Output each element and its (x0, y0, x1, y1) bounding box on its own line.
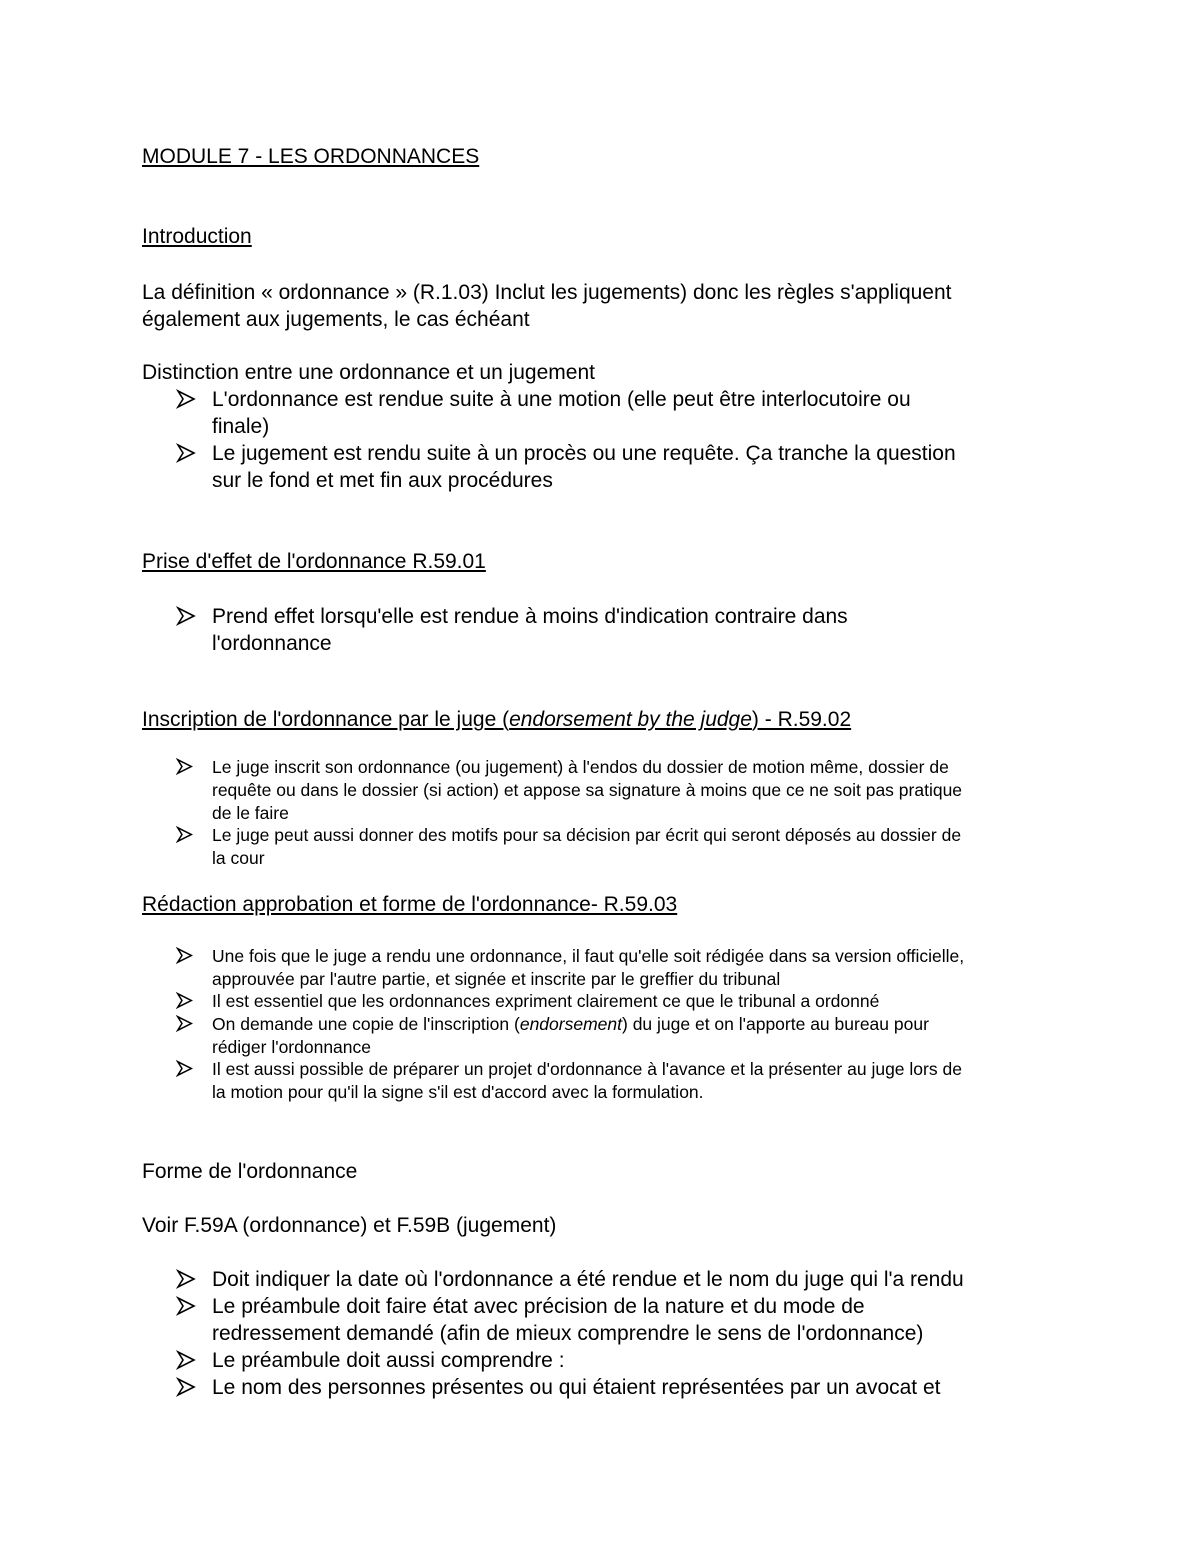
arrow-bullet-icon (176, 1060, 193, 1077)
definition-line-2: également aux jugements, le cas échéant (142, 308, 530, 331)
distinction-label: Distinction entre une ordonnance et un jugement (142, 361, 595, 384)
bullet-text-part: On demande une copie de l'inscription ( (212, 1014, 520, 1034)
arrow-bullet-icon (176, 1296, 196, 1316)
arrow-bullet-icon (176, 443, 196, 463)
bullet-text-emphasis: endorsement (519, 1014, 622, 1034)
bullet-text: la motion pour qu'il la signe s'il est d'accord avec la formulation. (212, 1082, 704, 1102)
bullet-text: L'ordonnance est rendue suite à une motion (elle peut être interlocutoire ou (212, 388, 911, 411)
bullet-text: approuvée par l'autre partie, et signée et inscrite par le greffier du tribunal (212, 969, 781, 989)
bullet-text: Le jugement est rendu suite à un procès ou une requête. Ça tranche la question (212, 442, 956, 465)
page-title: MODULE 7 - LES ORDONNANCES (142, 145, 480, 168)
arrow-bullet-icon (176, 389, 196, 409)
definition-line-1: La définition « ordonnance » (R.1.03) Inclut les jugements) donc les règles s'appliquent (142, 281, 952, 304)
bullet-text: Le nom des personnes présentes ou qui étaient représentées par un avocat et (212, 1376, 941, 1399)
bullet-text: Doit indiquer la date où l'ordonnance a été rendue et le nom du juge qui l'a rendu (212, 1268, 964, 1291)
bullet-text (212, 1013, 929, 1036)
voir-forms-line: Voir F.59A (ordonnance) et F.59B (jugement) (142, 1214, 557, 1237)
arrow-bullet-icon (176, 606, 196, 626)
bullet-text: requête ou dans le dossier (si action) et appose sa signature à moins que ce ne soit pas pratique (212, 780, 963, 800)
heading-emphasis: endorsement by the judge (509, 708, 752, 731)
heading-forme: Forme de l'ordonnance (142, 1160, 358, 1183)
arrow-bullet-icon (176, 1015, 193, 1032)
heading-text: ) - R.59.02 (751, 708, 852, 731)
arrow-bullet-icon (176, 758, 193, 775)
bullet-text: Il est essentiel que les ordonnances expriment clairement ce que le tribunal a ordonné (212, 991, 880, 1011)
arrow-bullet-icon (176, 826, 193, 843)
bullet-text: sur le fond et met fin aux procédures (212, 469, 553, 492)
bullet-text: Le préambule doit aussi comprendre : (212, 1349, 565, 1372)
bullet-text: Une fois que le juge a rendu une ordonnance, il faut qu'elle soit rédigée dans sa version officielle, (212, 946, 965, 966)
arrow-bullet-icon (176, 1377, 196, 1397)
arrow-bullet-icon (176, 992, 193, 1009)
bullet-text-part: ) du juge et on l'apporte au bureau pour (622, 1014, 929, 1034)
heading-prise-effet: Prise d'effet de l'ordonnance R.59.01 (142, 550, 486, 573)
arrow-bullet-icon (176, 947, 193, 964)
heading-redaction: Rédaction approbation et forme de l'ordonnance- R.59.03 (142, 893, 678, 916)
heading-inscription (142, 706, 851, 733)
bullet-text: la cour (212, 848, 265, 868)
bullet-text: l'ordonnance (212, 632, 332, 655)
bullet-text: finale) (212, 415, 270, 438)
bullet-text: de le faire (212, 803, 289, 823)
heading-introduction: Introduction (142, 225, 252, 248)
bullet-text: redressement demandé (afin de mieux comprendre le sens de l'ordonnance) (212, 1322, 924, 1345)
heading-text: Inscription de l'ordonnance par le juge ( (142, 708, 510, 731)
bullet-text: Le préambule doit faire état avec précision de la nature et du mode de (212, 1295, 865, 1318)
arrow-bullet-icon (176, 1269, 196, 1289)
bullet-text: rédiger l'ordonnance (212, 1037, 372, 1057)
bullet-text: Prend effet lorsqu'elle est rendue à moins d'indication contraire dans (212, 605, 848, 628)
bullet-text: Le juge inscrit son ordonnance (ou jugement) à l'endos du dossier de motion même, dossier de (212, 757, 949, 777)
bullet-text: Le juge peut aussi donner des motifs pour sa décision par écrit qui seront déposés au dossier de (212, 825, 962, 845)
arrow-bullet-icon (176, 1350, 196, 1370)
bullet-text: Il est aussi possible de préparer un projet d'ordonnance à l'avance et la présenter au juge lors de (212, 1059, 962, 1079)
